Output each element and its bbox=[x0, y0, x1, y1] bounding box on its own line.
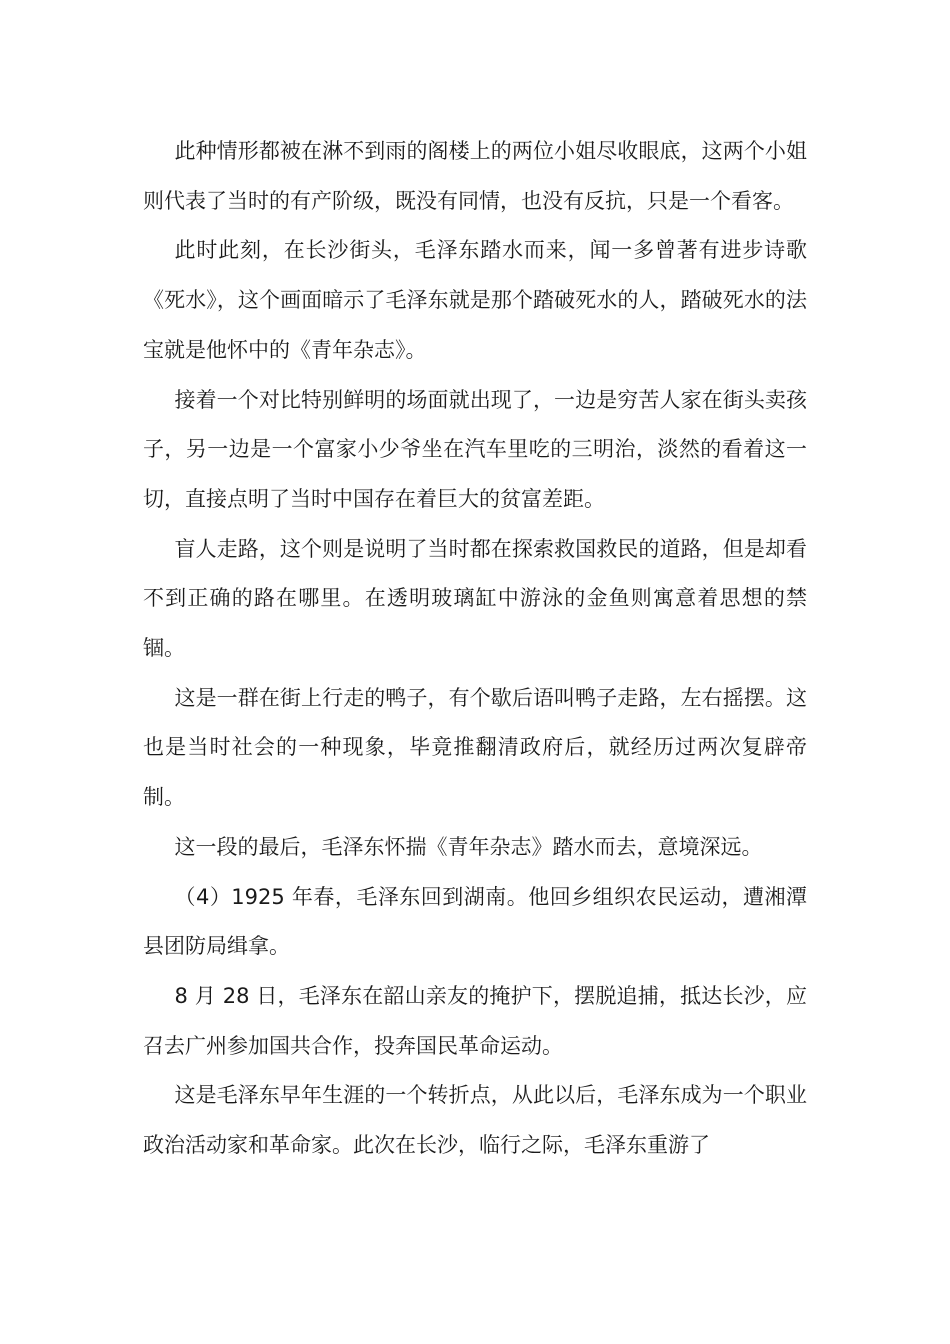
paragraph-9: 这是毛泽东早年生涯的一个转折点，从此以后，毛泽东成为一个职业政治活动家和革命家。此次在长沙，临行之际，毛泽东重游了 bbox=[143, 1083, 807, 1158]
paragraph-4: 盲人走路，这个则是说明了当时都在探索救国救民的道路，但是却看不到正确的路在哪里。在透明玻璃缸中游泳的金鱼则寓意着思想的禁锢。 bbox=[143, 536, 807, 661]
paragraph-8: 8 月 28 日，毛泽东在韶山亲友的掩护下，摆脱追捕，抵达长沙，应召去广州参加国共合作，投奔国民革命运动。 bbox=[143, 983, 807, 1058]
document-body bbox=[143, 127, 807, 1171]
paragraph-7: （4）1925 年春，毛泽东回到湖南。他回乡组织农民运动，遭湘潭县团防局缉拿。 bbox=[143, 884, 807, 959]
paragraph-6: 这一段的最后，毛泽东怀揣《青年杂志》踏水而去，意境深远。 bbox=[174, 834, 763, 859]
paragraph-3: 接着一个对比特别鲜明的场面就出现了，一边是穷苦人家在街头卖孩子，另一边是一个富家小少爷坐在汽车里吃的三明治，淡然的看着这一切，直接点明了当时中国存在着巨大的贫富差距。 bbox=[143, 387, 807, 511]
paragraph-1: 此种情形都被在淋不到雨的阁楼上的两位小姐尽收眼底，这两个小姐则代表了当时的有产阶级，既没有同情，也没有反抗，只是一个看客。 bbox=[143, 139, 807, 213]
paragraph-2: 此时此刻，在长沙街头，毛泽东踏水而来，闻一多曾著有进步诗歌《死水》，这个画面暗示了毛泽东就是那个踏破死水的人，踏破死水的法宝就是他怀中的《青年杂志》。 bbox=[143, 238, 807, 362]
paragraph-5: 这是一群在街上行走的鸭子，有个歇后语叫鸭子走路，左右摇摆。这也是当时社会的一种现象，毕竟推翻清政府后，就经历过两次复辟帝制。 bbox=[143, 685, 807, 810]
